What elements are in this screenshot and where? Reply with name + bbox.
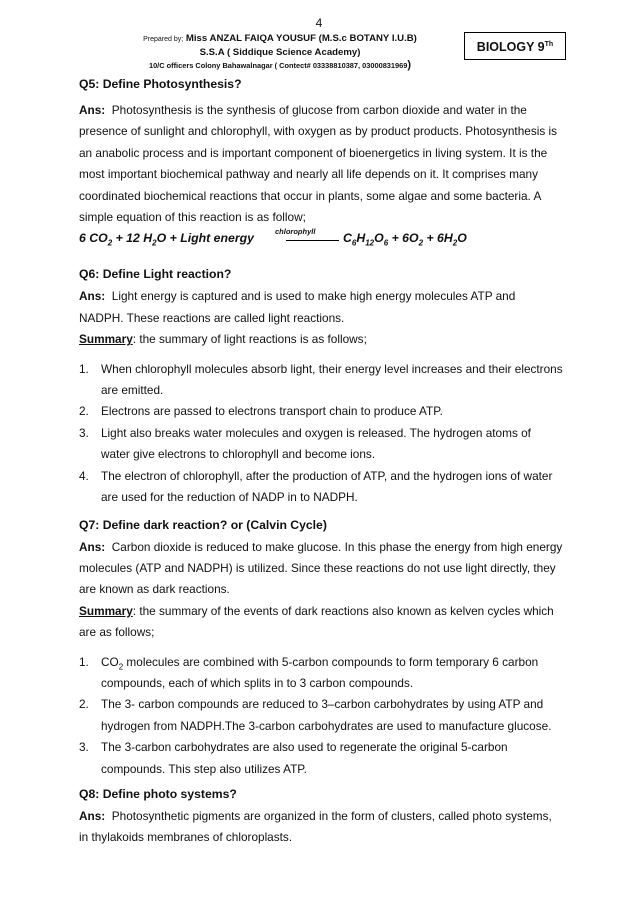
eq-prod-3: O: [374, 231, 384, 246]
list-item-text: The 3-carbon carbohydrates are also used to regenerate the original 5-carbon compounds. This step also utilizes ATP.: [101, 740, 508, 776]
list-number: 1.: [79, 654, 89, 669]
eq-react-1: 6 CO: [79, 231, 108, 246]
q6-list-item-2: [79, 401, 563, 422]
q7-list-item-3: [79, 737, 563, 780]
header-address-line: [100, 59, 460, 72]
subject-badge-text: BIOLOGY 9: [476, 40, 545, 54]
list-number: 3.: [79, 740, 89, 755]
q6-title: Q6: Define Light reaction?: [79, 267, 232, 282]
q6-list-item-4: [79, 466, 563, 509]
eq-prod-4: + 6O: [388, 231, 419, 246]
list-item-text: molecules are combined with 5-carbon compounds to form temporary 6 carbon compounds, each of which splits in to 3 carbon compounds.: [101, 654, 539, 690]
q6-summary: [79, 329, 563, 350]
q6-list-item-3: [79, 423, 563, 466]
q7-summary-text: : the summary of the events of dark reactions also known as kelven cycles which are as follows;: [79, 603, 554, 640]
list-item-text: When chlorophyll molecules absorb light, their energy level increases and their electrons are emitted.: [101, 361, 563, 398]
eq-react-2-sub: 2: [152, 238, 157, 248]
photosynthesis-equation: [79, 228, 563, 250]
q8-answer: [79, 806, 563, 849]
q8-ans-label: Ans:: [79, 808, 106, 823]
author-name: Miss ANZAL FAIQA YOUSUF (M.S.c BOTANY I.U.B): [185, 33, 417, 44]
equation-products: [343, 228, 467, 248]
eq-prod-5: + 6H: [423, 231, 453, 246]
eq-prod-1-sub: 6: [351, 238, 357, 248]
q5-answer: [79, 100, 563, 228]
q5-title: Q5: Define Photosynthesis?: [79, 77, 242, 91]
list-item-text: The 3- carbon compounds are reduced to 3–carbon carbohydrates by using ATP and hydrogen from NADPH.The 3-carbon carbohydrates are used to manufacture glucose.: [101, 697, 552, 733]
q6-list-item-1: [79, 359, 563, 402]
header-author-line: [100, 32, 460, 46]
list-number: 1.: [79, 361, 89, 376]
list-item-text: The electron of chlorophyll, after the production of ATP, and the hydrogen ions of water are used for the reduction of NADP in to NADPH.: [101, 468, 553, 505]
q6-answer: [79, 286, 563, 329]
document-body: [79, 74, 563, 849]
eq-prod-1: C: [343, 231, 352, 246]
co2-text: CO: [101, 654, 119, 669]
equation-arrow-line: [286, 240, 339, 241]
q7-title: Q7: Define dark reaction? or (Calvin Cycle): [79, 517, 327, 532]
prepared-by-label: Prepared by;: [143, 36, 184, 43]
q6-ans-label: Ans:: [79, 289, 106, 304]
eq-prod-6: O: [457, 231, 467, 246]
subject-badge-sup: Th: [544, 40, 554, 48]
q7-answer-text: Carbon dioxide is reduced to make glucose. In this phase the energy from high energy molecules (ATP and NADPH) is utilized. Since these reactions do not use light directly, they are known as dark reactions.: [79, 539, 563, 597]
list-number: 4.: [79, 468, 89, 483]
q5-ans-label: Ans:: [79, 103, 106, 117]
q7-list-item-2: [79, 694, 563, 737]
eq-prod-5-sub: 2: [452, 238, 458, 248]
equation-catalyst: chlorophyll: [275, 227, 316, 237]
eq-prod-3-sub: 6: [383, 238, 389, 248]
eq-prod-2: H: [356, 231, 366, 246]
page-number: 4: [315, 16, 323, 30]
page-header: [100, 32, 460, 72]
subject-badge: [464, 32, 566, 60]
q7-ans-label: Ans:: [79, 539, 106, 554]
q5-answer-text: Photosynthesis is the synthesis of glucose from carbon dioxide and water in the presence of sunlight and chlorophyll, with oxygen as by product products. Photosynthesis is an anabolic process and is important component of bioenergetics in living system. It is the most important biochemical pathway and nearly all life depends on it. It comprises many coordinated biochemical reactions that occur in plants, some algae and some bacteria. A simple equation of this reaction is as follow;: [79, 103, 558, 225]
q7-summary-label: Summary: [79, 603, 133, 618]
list-number: 2.: [79, 404, 89, 419]
co2-sub: 2: [118, 661, 124, 671]
q8-title: Q8: Define photo systems?: [79, 786, 237, 801]
eq-prod-2-sub: 12: [365, 238, 375, 248]
q6-summary-text: : the summary of light reactions is as follows;: [132, 332, 367, 347]
eq-react-3: O + Light energy: [156, 231, 254, 246]
eq-prod-4-sub: 2: [418, 238, 424, 248]
q7-answer: [79, 537, 563, 601]
list-item-text: Light also breaks water molecules and oxygen is released. The hydrogen atoms of water give electrons to chlorophyll and become ions.: [101, 425, 531, 462]
equation-reactants: [79, 228, 254, 248]
q7-list: [79, 652, 563, 780]
q6-list: [79, 359, 563, 509]
address-close-paren: ): [407, 59, 412, 71]
eq-react-2: + 12 H: [112, 231, 153, 246]
list-item-text: Electrons are passed to electrons transport chain to produce ATP.: [101, 404, 443, 419]
list-number: 3.: [79, 425, 89, 440]
list-number: 2.: [79, 697, 89, 712]
q6-answer-text: Light energy is captured and is used to make high energy molecules ATP and NADPH. These reactions are called light reactions.: [79, 289, 516, 325]
academy-name: S.S.A ( Siddique Science Academy): [199, 47, 361, 58]
academy-address: 10/C officers Colony Bahawalnagar ( Contect# 03338810387, 03000831969: [148, 61, 408, 70]
q6-summary-label: Summary: [79, 332, 133, 347]
q7-list-item-1: [79, 652, 563, 695]
q7-summary: [79, 601, 563, 644]
q8-answer-text: Photosynthetic pigments are organized in the form of clusters, called photo systems, in thylakoids membranes of chloroplasts.: [79, 808, 552, 845]
eq-react-1-sub: 2: [107, 238, 113, 248]
